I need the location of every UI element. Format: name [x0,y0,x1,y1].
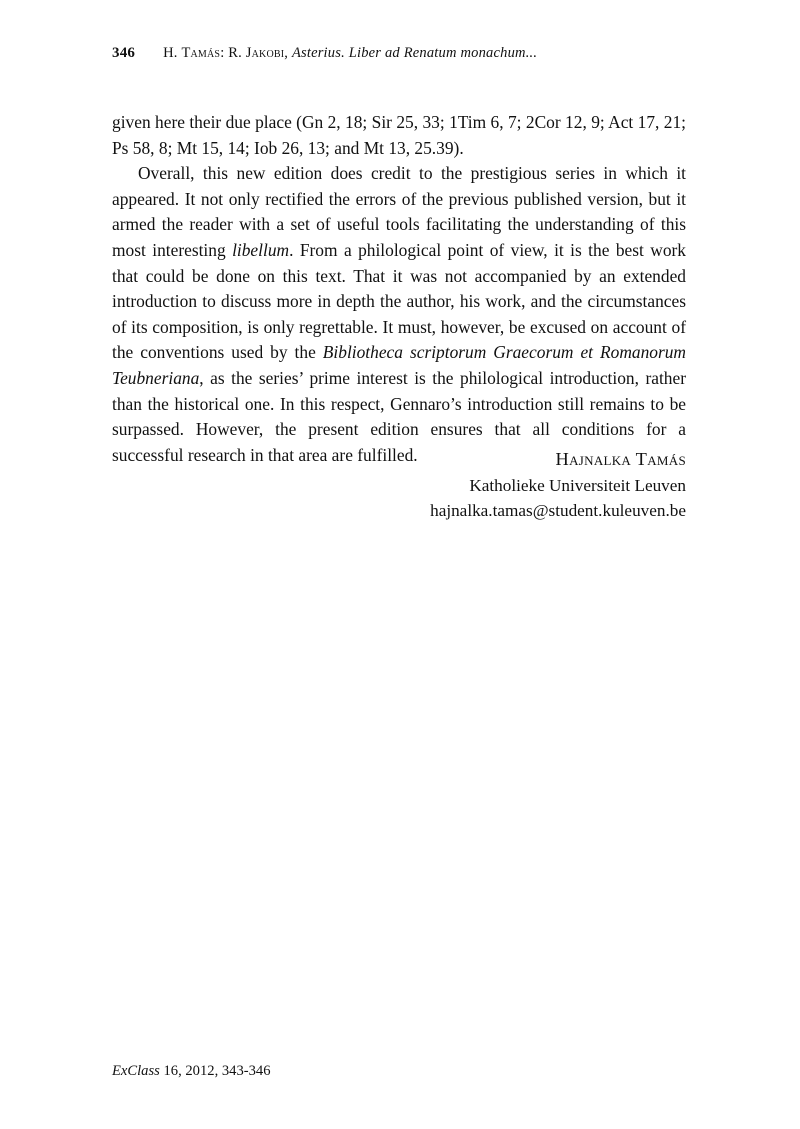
review-signature [112,447,686,524]
reviewer-name: Hajnalka Tamás [555,449,686,469]
reviewer-email: hajnalka.tamas@student.kuleuven.be [430,501,686,521]
running-head-editor-surname: Jakobi [245,45,285,61]
body-text [112,110,686,468]
running-head-author-initial: H. [163,45,182,61]
paragraph-text-segment-1: Overall, this new edition does credit to the prestigious series in which it appeared. It not only rectified the errors of the previous published version, but it armed the reader with a set of useful tools facilitating the understanding of this most interesting [112,163,686,260]
reviewer-affiliation: Katholieke Universiteit Leuven [469,475,686,495]
running-head-work-title: Asterius. Liber ad Renatum monachum... [291,45,538,61]
paragraph-text-segment-2: . From a philological point of view, it is the best work that could be done on this text. That it was not accompanied by an extended introduction to discuss more in depth the author, his work, and the circumstances of its composition, is only regrettable. It must, however, be excused on account of the conventions used by the [112,239,687,363]
running-head-separator: : R. [220,45,246,61]
running-head [112,45,692,62]
italic-term-libellum: libellum [232,239,290,260]
paragraph-overall [112,161,686,468]
page-footer [112,1063,271,1080]
paragraph-text-segment-3: , as the series’ prime interest is the philological introduction, rather than the historical one. In this respect, Gennaro’s introduction still remains to be surpassed. However, the present edition ensures that all conditions for a successful research in that area are fulfilled. [112,367,686,465]
paragraph-continuation: given here their due place (Gn 2, 18; Sir 25, 33; 1Tim 6, 7; 2Cor 12, 9; Act 17, 21; Ps 58, 8; Mt 15, 14; Iob 26, 13; and Mt 13, 25.39). [112,112,686,158]
running-head-author-surname: Tamás [181,45,221,61]
journal-citation: 16, 2012, 343-346 [159,1063,271,1079]
running-head-comma: , [284,45,292,61]
journal-name: ExClass [112,1063,160,1079]
page-folio-number: 346 [112,45,136,61]
italic-series-title: Bibliotheca scriptorum Graecorum et Romanorum Teubneriana [112,342,686,388]
